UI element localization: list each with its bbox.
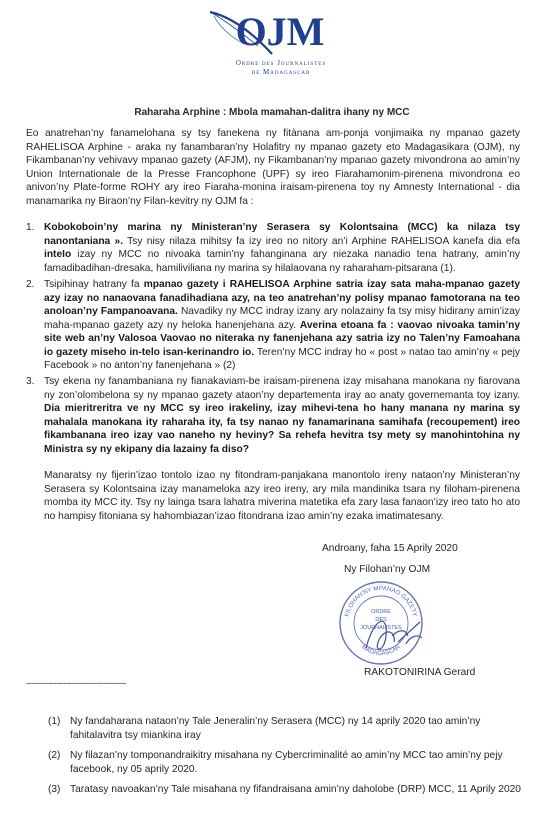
point-item bbox=[26, 278, 520, 373]
stamp-inner-line2: DES bbox=[375, 617, 387, 623]
conclusion-paragraph: Manaratsy ny fijerin’izao tontolo izao ny fitondram-panjakana manontolo ireny nataon’ny Ministeran’ny Serasera sy Kolontsaina izay manameloka azy ireo ireny, ary mila mandinika tsara ny filoham-pirenena momba ity MCC ity. Tsy ny laingа tsara lahatra miverina matetika efa zary lasa fanaon’izy ireo tato ho ato no hampisy fitoniana sy hahombiazan’izao fitondrana izao amin’ny ezaka imatimatesany. bbox=[44, 470, 520, 522]
point-item bbox=[26, 375, 520, 456]
signatory-name: RAKOTONIRINA Gerard bbox=[364, 667, 476, 678]
point-number: 3. bbox=[26, 376, 35, 388]
point-bold-text: mpanao gazety i RAHELISOA Arphine satria izay sata maha-mpanao gazety azy izay no nanaovana fanadihadiana azy, na teo anatrehan’ny polisy mpanao famotorana na teo anoloan’ny Fampanoavana. bbox=[44, 279, 521, 318]
signature-date: Androany, faha 15 Aprily 2020 bbox=[322, 543, 458, 554]
footnote-number: (3) bbox=[48, 784, 61, 796]
points-list bbox=[26, 221, 520, 458]
stamp-inner-line1: ORDRE bbox=[371, 609, 391, 615]
footnote-item bbox=[48, 749, 522, 776]
footnote-separator: ---------------------------------------- bbox=[26, 678, 126, 688]
stamp-inner-line3: JOURNALISTES bbox=[360, 625, 402, 631]
intro-paragraph: Eo anatrehan’ny fanamelohana sy tsy fanekena ny fitànana am-ponja vonjimaika ny mpanao gazety RAHELISOA Arphine - araka ny fanambaran’ny Holafitry ny mpanao gazety eto Madagasikara (OJM), ny Fikambanan’ny vehivavy mpanao gazety (AFJM), ny Fikambanan’ny mpanao gazety mivondrona ao amin’ny Union Internationale de la Presse Francophone (UPF) sy ireo Fiarahamonim-pirenena mivondrona eo anivon’ny Plate-forme ROHY ary ireo Fiaraha-monina iraisam-pirenena toy ny Amnesty International - dia manamarika ny Biraon’ny Filan-kevitry ny OJM fa : bbox=[26, 128, 520, 207]
footnote-number: (1) bbox=[48, 716, 61, 727]
footnotes-list bbox=[48, 715, 522, 804]
official-stamp bbox=[336, 578, 426, 668]
ojm-logo bbox=[208, 10, 340, 76]
footnote-number: (2) bbox=[48, 750, 61, 762]
point-bold-text: Kobokoboin’ny marina ny Ministeran’ny Serasera sy Kolontsaina (MCC) ka nilaza tsy nanontaniana ». bbox=[44, 222, 520, 247]
point-item bbox=[26, 221, 520, 275]
footnote-text: Taratasy navoakan’ny Tale misahana ny fifandraisana amin’ny daholobe (DRP) MCC, 11 Aprily 2020 bbox=[70, 784, 521, 796]
signature-role: Ny Filohan’ny OJM bbox=[344, 564, 431, 575]
footnote-item bbox=[48, 783, 522, 797]
point-bold-text: Dia mieritreritra ve ny MCC sy ireo irakeliny, izay mihevi-tena ho hany manana ny marina sy mahalala manokana ity raharaha ity, fa tsy nanao ny fanamarinana samihafa (recoupement) ireo fikambanana ireo izay vao naneho ny heviny? Sa rehefa hevitra tsy mety sy manohintohina ny Ministra sy ny ekipany dia lazainy fa diso? bbox=[44, 403, 520, 455]
point-text: Navadiky ny MCC indray izany ary nolazainy fa tsy misy hidirany amin’izay maha-mpanao gazety azy ny heloka hanenjehana azy. bbox=[44, 306, 520, 331]
logo-subtitle-line1: Ordre des Journalistes bbox=[235, 59, 327, 67]
point-text: Tsy nisy nilaza mihitsy fa izy ireo no nitory an’i Arphine RAHELISOA kanefa dia efa bbox=[123, 235, 520, 247]
point-text: Teren’ny MCC indray ho « post » natao tao amin’ny « pejy Facebook » no anton’ny fanenjehana » (2) bbox=[44, 346, 520, 372]
footnote-text: Ny fandaharana nataon’ny Tale Jeneralin’ny Serasera (MCC) ny 14 aprily 2020 tao amin’ny fahitalavitra tsy miankina iray bbox=[70, 716, 481, 741]
stamp-outer-text: FILOHAN'NY MPANAO GAZETY bbox=[343, 584, 419, 618]
point-bold-text: inteIo bbox=[44, 249, 72, 261]
footnote-item bbox=[48, 715, 522, 742]
point-text: izay ny MCC no nivoaka tamin’ny fahanginana ary niezaka nanadio tena hatrany, amin’ny famadibadihan-dresaka, hamiliviliana ny marina sy hilalaovana ny raharaham-pitsarana (1). bbox=[44, 249, 520, 274]
point-bold-text: Averina etoana fa : vaovao nivoaka tamin’ny site web an’ny Valosoa Vaovao no niteraka ny fanenjehana azy satria izy no Talen’ny Famoahana io gazety miseho in-telo isan-kerinandro io. bbox=[44, 319, 520, 358]
stamp-bottom-text: MADAGASCAR bbox=[360, 644, 402, 658]
document-title: Raharaha Arphine : Mbola mamahan-dalitra ihany ny MCC bbox=[134, 107, 410, 118]
point-number: 1. bbox=[26, 222, 35, 233]
point-text: Tsy ekena ny fanambaniana ny fianakaviam-be iraisam-pirenena izay misahana manokana ny fiarovana ny zon’olombelona sy ny mpanao gazety ataon’ny departementa iray ao anaty governemanta toy izany. bbox=[44, 376, 520, 401]
logo-wordmark: OJM bbox=[235, 9, 325, 54]
point-number: 2. bbox=[26, 279, 35, 291]
logo-subtitle-line2: de Madagascar bbox=[251, 68, 311, 76]
point-text: Tsipihinay hatrany fa bbox=[44, 279, 144, 291]
footnote-text: Ny filazan’ny tomponandraikitry misahana ny Cybercriminalité ao amin’ny MCC tao amin’ny pejy facebook, ny 05 aprily 2020. bbox=[70, 750, 503, 775]
